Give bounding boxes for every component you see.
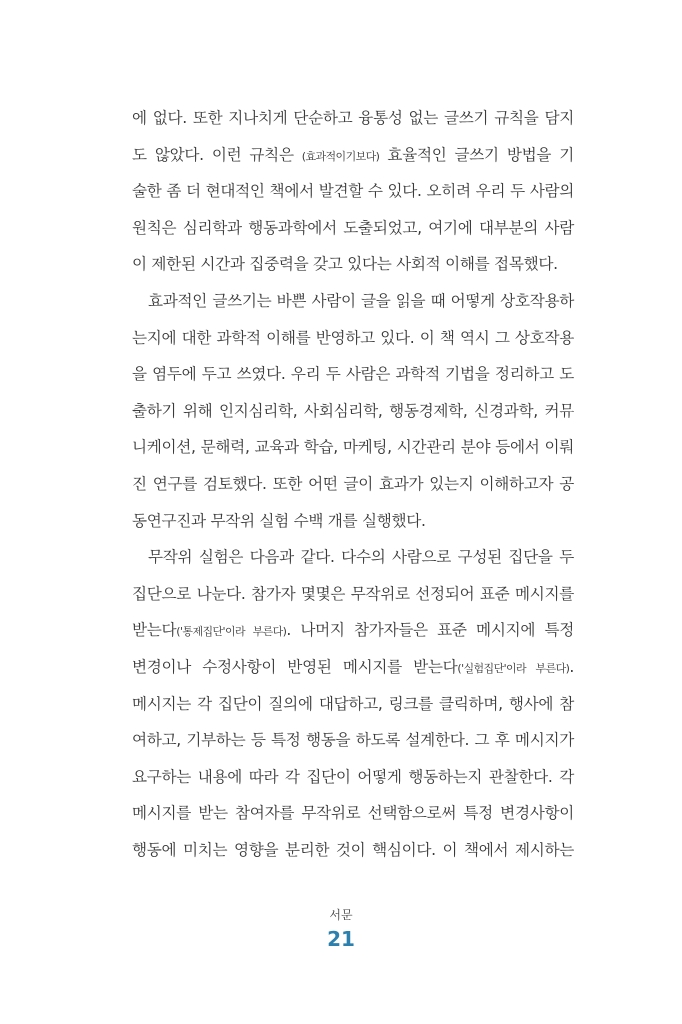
text-segment: . [569,657,574,676]
parenthetical-note: ('통제집단'이라 부른다) [176,625,287,639]
text-line [132,137,574,174]
text-line: 여하고, 기부하는 등 특정 행동을 하도록 설계한다. 그 후 메시지가 [132,731,574,750]
text-line: 술한 좀 더 현대적인 책에서 발견할 수 있다. 오히려 우리 두 사람의 [132,182,574,201]
parenthetical-note: ('실험집단'이라 부른다) [457,661,570,675]
text-line: 출하기 위해 인지심리학, 사회심리학, 행동경제학, 신경과학, 커뮤 [132,401,574,420]
text-segment: 도 않았다. 이런 규칙은 [132,145,302,164]
text-segment: . 나머지 참가자들은 표준 메시지에 특정 [286,621,574,640]
text-line: 이 제한된 시간과 집중력을 갖고 있다는 사회적 이해를 접목했다. [132,255,558,274]
text-segment: 효율적인 글쓰기 방법을 기 [379,145,574,164]
text-line: 요구하는 내용에 따라 각 집단이 어떻게 행동하는지 관찰한다. 각 [132,767,574,786]
text-line: 집단으로 나눈다. 참가자 몇몇은 무작위로 선정되어 표준 메시지를 [132,584,574,603]
parenthetical-note: (효과적이기보다) [301,149,380,163]
text-segment: 변경이나 수정사항이 반영된 메시지를 받는다 [132,657,458,676]
text-line: 메시지는 각 집단이 질의에 대답하고, 링크를 클릭하며, 행사에 참 [132,694,574,713]
text-line: 행동에 미치는 영향을 분리한 것이 핵심이다. 이 책에서 제시하는 [132,840,574,859]
page-number: 21 [327,927,355,951]
text-line: 을 염두에 두고 쓰였다. 우리 두 사람은 과학적 기법을 정리하고 도 [132,365,574,384]
text-line: 원칙은 심리학과 행동과학에서 도출되었고, 여기에 대부분의 사람 [132,218,574,237]
paragraph-start-line: 무작위 실험은 다음과 같다. 다수의 사람으로 구성된 집단을 두 [148,548,574,567]
text-line: 동연구진과 무작위 실험 수백 개를 실행했다. [132,511,426,530]
section-title: 서문 [329,908,353,922]
text-line [132,649,574,686]
body-text [132,100,574,868]
text-line: 는지에 대한 과학적 이해를 반영하고 있다. 이 책 역시 그 상호작용 [132,328,574,347]
text-line: 에 없다. 또한 지나치게 단순하고 융통성 없는 글쓰기 규칙을 담지 [132,109,574,127]
text-line [132,612,574,649]
text-line: 진 연구를 검토했다. 또한 어떤 글이 효과가 있는지 이해하고자 공 [132,474,574,493]
text-line: 메시지를 받는 참여자를 무작위로 선택함으로써 특정 변경사항이 [132,804,574,823]
text-line: 니케이션, 문해력, 교육과 학습, 마케팅, 시간관리 분야 등에서 이뤄 [132,438,574,457]
paragraph-start-line: 효과적인 글쓰기는 바쁜 사람이 글을 읽을 때 어떻게 상호작용하 [148,291,574,310]
text-segment: 받는다 [132,621,177,640]
